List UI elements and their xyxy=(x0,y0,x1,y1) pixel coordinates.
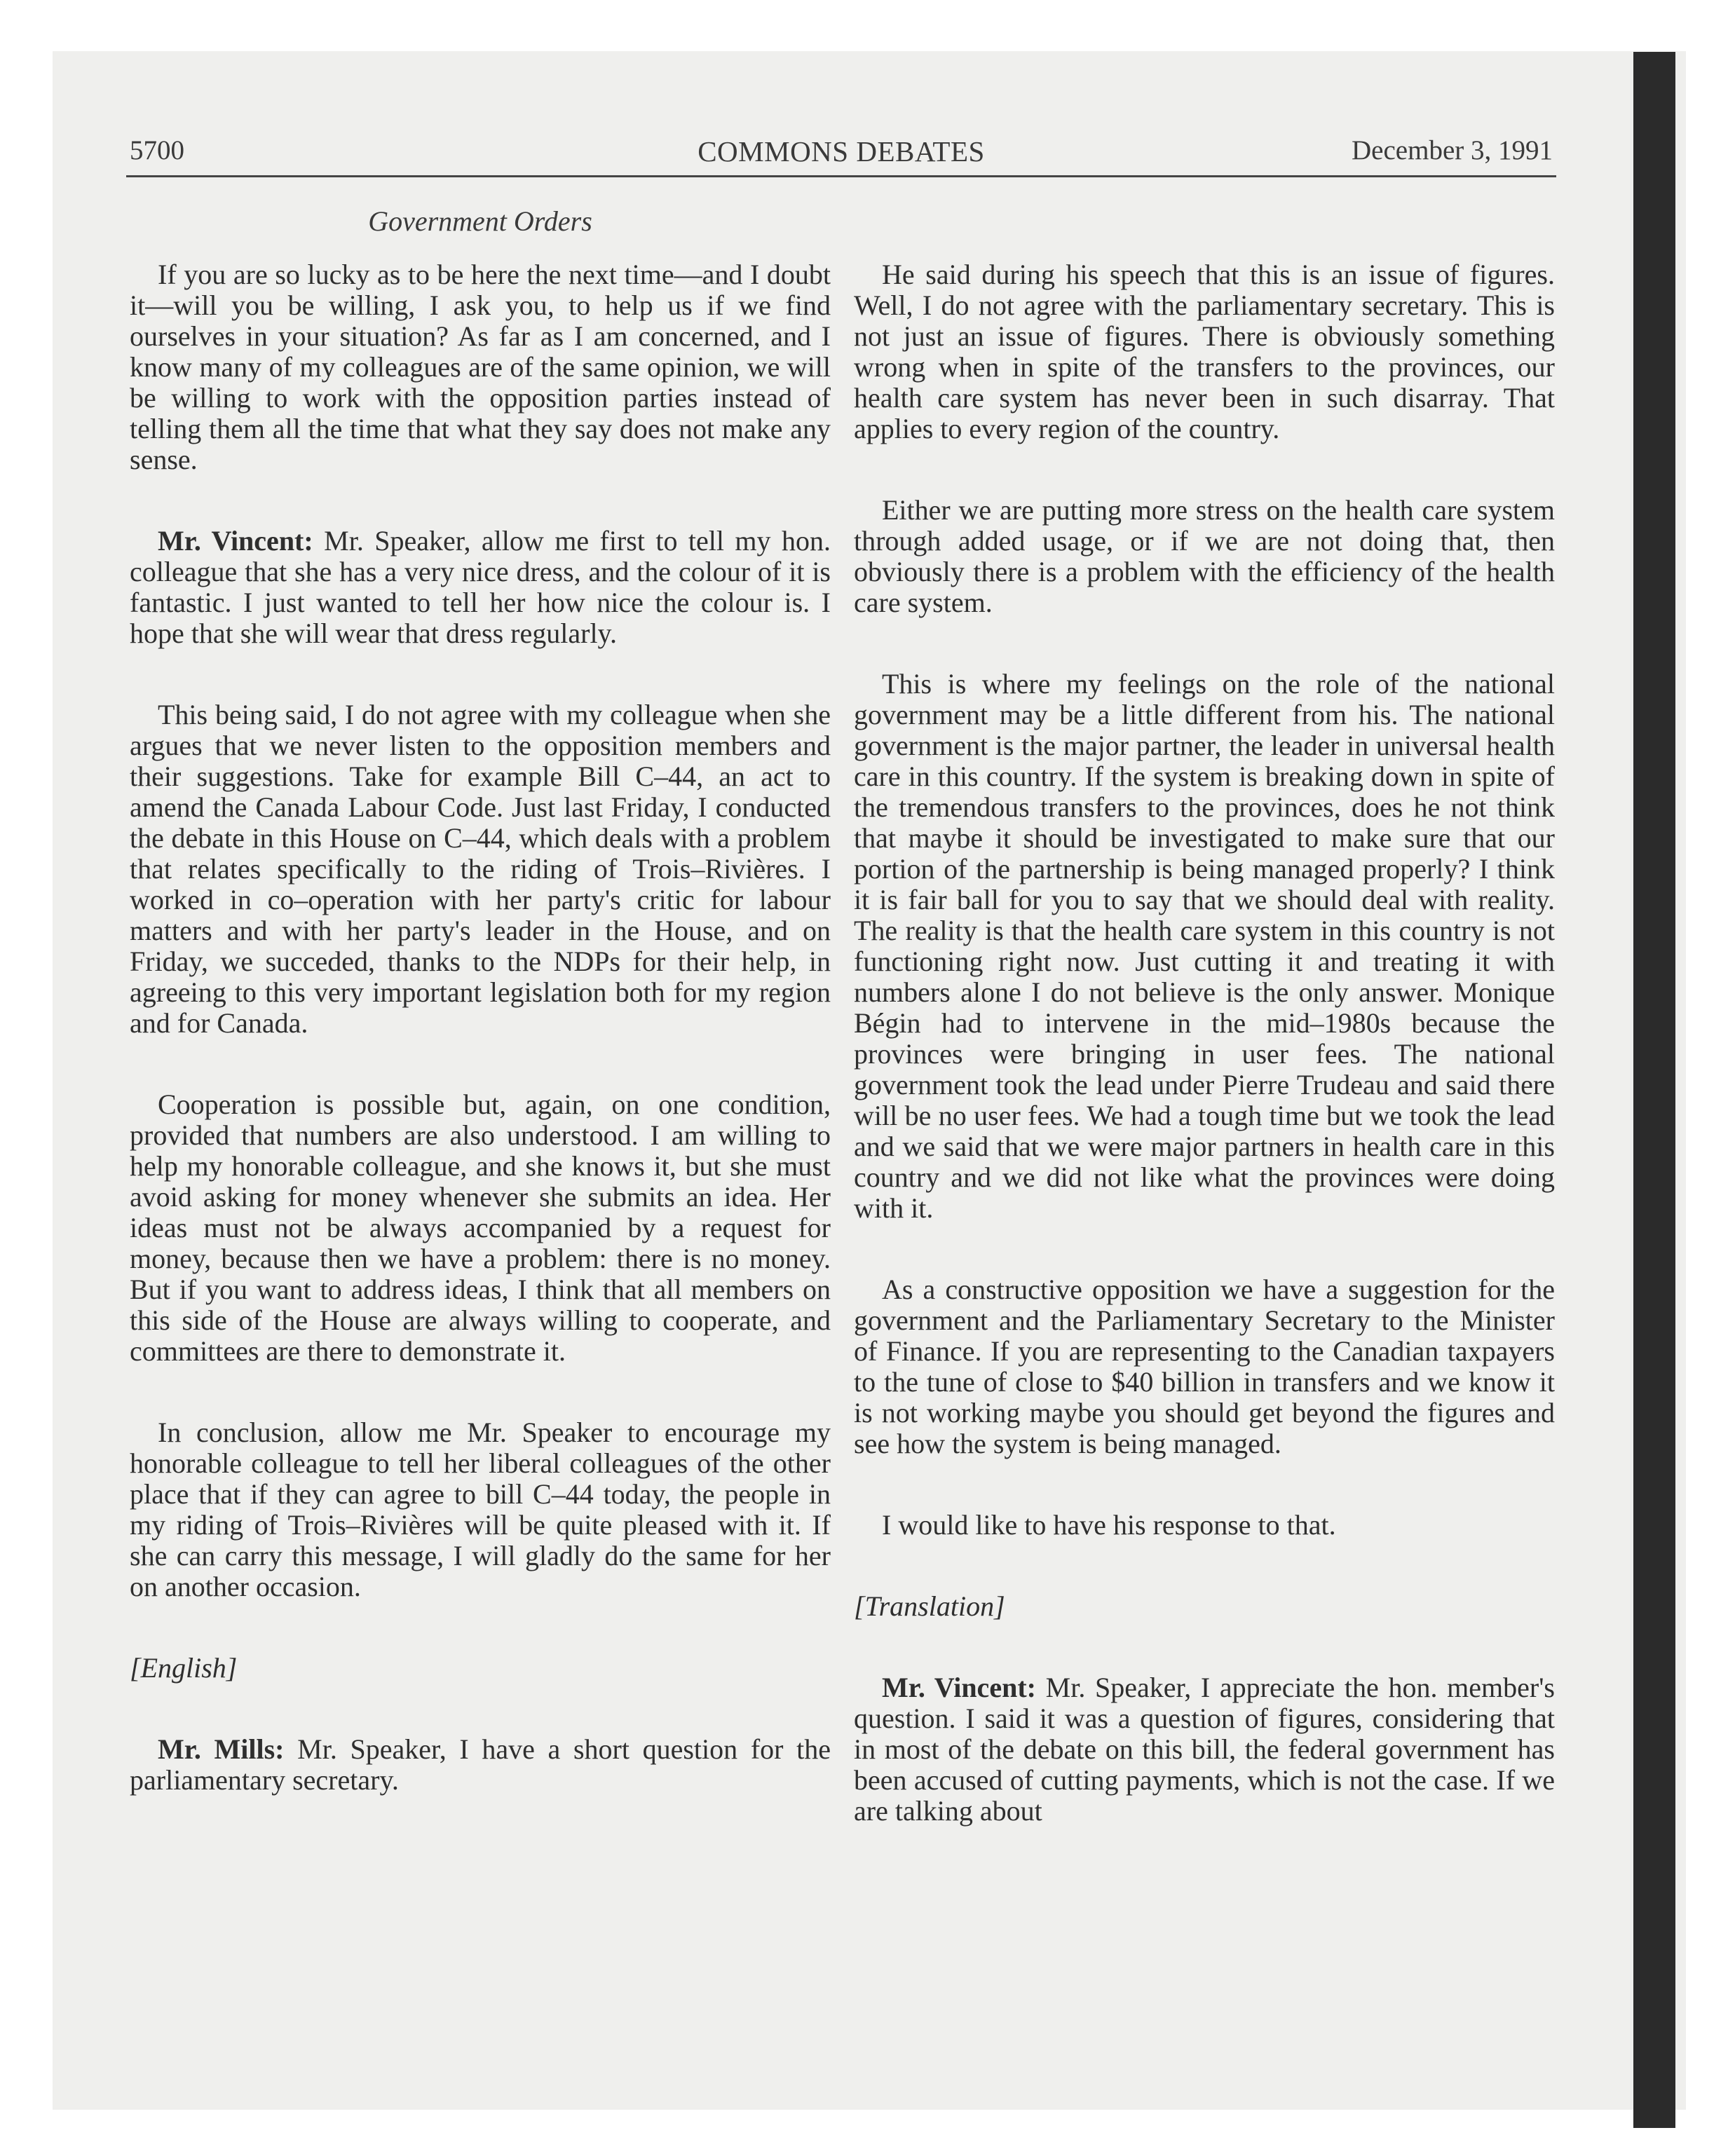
language-tag: [English] xyxy=(130,1652,238,1684)
paragraph: As a constructive opposition we have a suggestion for the government and the Parliamentary Secretary to the Minister of Finance. If you are representing to the Canadian taxpayers to the tune of close to $40 billion in transfers and we know it is not working maybe you should get beyond the figures and see how the system is being managed. xyxy=(854,1274,1555,1459)
publication-date: December 3, 1991 xyxy=(1352,135,1553,165)
speech-text: Mr. Speaker, I appreciate the hon. member's question. I said it was a question of figures, considering that in most of the debate on this bill, the federal government has been accused of cutting payments, which is not the case. If we are talking about xyxy=(854,1672,1555,1827)
speech-text: Mr. Speaker, allow me first to tell my hon. colleague that she has a very nice dress, and the colour of it is fantastic. I just wanted to tell her how nice the colour is. I hope that she will wear that dress regularly. xyxy=(130,525,831,649)
speech-paragraph xyxy=(130,526,831,649)
paragraph: I would like to have his response to that. xyxy=(882,1509,1336,1541)
page-header xyxy=(130,135,1553,171)
paragraph: Cooperation is possible but, again, on one condition, provided that numbers are also understood. I am willing to help my honorable colleague, and she knows it, but she must avoid asking for money whenever she submits an idea. Her ideas must not be always accompanied by a request for money, because then we have a problem: there is no money. But if you want to address ideas, I think that all members on this side of the House are always willing to cooperate, and committees are there to demonstrate it. xyxy=(130,1089,831,1367)
page-number: 5700 xyxy=(130,135,184,165)
speech-paragraph xyxy=(130,1734,831,1796)
section-title: Government Orders xyxy=(368,205,592,237)
scan-border-edge xyxy=(1633,52,1675,2128)
paragraph: Either we are putting more stress on the health care system through added usage, or if we are not doing that, then obviously there is a problem with the efficiency of the health care system. xyxy=(854,494,1555,618)
journal-title: COMMONS DEBATES xyxy=(698,135,985,168)
right-column xyxy=(854,259,1555,1877)
speech-text: Mr. Speaker, I have a short question for the parliamentary secretary. xyxy=(130,1733,831,1796)
speaker-name: Mr. Vincent: xyxy=(158,525,313,557)
left-column xyxy=(130,259,831,1846)
speaker-name: Mr. Vincent: xyxy=(882,1672,1036,1703)
speaker-name: Mr. Mills: xyxy=(158,1733,285,1765)
paragraph: This being said, I do not agree with my colleague when she argues that we never listen to the opposition members and their suggestions. Take for example Bill C–44, an act to amend the Canada Labour Code. Just last Friday, I conducted the debate in this House on C–44, which deals with a problem that relates specifically to the riding of Trois–Rivières. I worked in co–operation with her party's critic for labour matters and with her party's leader in the House, and on Friday, we succeded, thanks to the NDPs for their help, in agreeing to this very important legislation both for my region and for Canada. xyxy=(130,699,831,1039)
paragraph: If you are so lucky as to be here the next time—and I doubt it—will you be willing, I ask you, to help us if we find ourselves in your situation? As far as I am concerned, and I know many of my colleagues are of the same opinion, we will be willing to work with the opposition parties instead of telling them all the time that what they say does not make any sense. xyxy=(130,259,831,475)
paragraph: This is where my feelings on the role of the national government may be a little different from his. The national government is the major partner, the leader in universal health care in this country. If the system is breaking down in spite of the tremendous transfers to the provinces, does he not think that maybe it should be investigated to make sure that our portion of the partnership is being managed properly? I think it is fair ball for you to say that we should deal with reality. The reality is that the health care system in this country is not functioning right now. Just cutting it and treating it with numbers alone I do not believe is the only answer. Monique Bégin had to intervene in the mid–1980s because the provinces were bringing in user fees. The national government took the lead under Pierre Trudeau and said there will be no user fees. We had a tough time but we took the lead and we said that we were major partners in health care in this country and we did not like what the provinces were doing with it. xyxy=(854,668,1555,1224)
paragraph: In conclusion, allow me Mr. Speaker to encourage my honorable colleague to tell her liberal colleagues of the other place that if they can agree to bill C–44 today, the people in my riding of Trois–Rivières will be quite pleased with it. If she can carry this message, I will gladly do the same for her on another occasion. xyxy=(130,1417,831,1602)
paragraph: He said during his speech that this is an issue of figures. Well, I do not agree with the parliamentary secretary. This is not just an issue of figures. There is obviously something wrong when in spite of the transfers to the provinces, our health care system has never been in such disarray. That applies to every region of the country. xyxy=(854,259,1555,444)
language-tag: [Translation] xyxy=(854,1590,1005,1622)
header-divider xyxy=(126,175,1556,177)
speech-paragraph xyxy=(854,1672,1555,1827)
